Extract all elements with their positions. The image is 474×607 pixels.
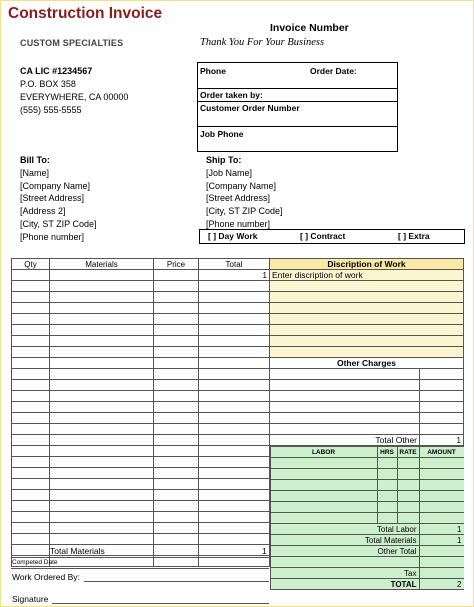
table-row bbox=[12, 435, 270, 446]
rate-cell[interactable] bbox=[397, 513, 419, 524]
table-row bbox=[12, 402, 270, 413]
table-row bbox=[270, 447, 464, 458]
materials-cell[interactable] bbox=[50, 490, 154, 501]
table-row bbox=[270, 358, 464, 369]
work-row bbox=[270, 270, 464, 281]
ship-to-city[interactable]: [City, ST ZIP Code] bbox=[206, 206, 283, 217]
total-header: Total bbox=[199, 259, 270, 270]
table-row bbox=[12, 314, 270, 325]
price-cell[interactable] bbox=[154, 424, 199, 435]
total-cell[interactable] bbox=[199, 303, 270, 314]
total-cell[interactable] bbox=[199, 281, 270, 292]
table-row bbox=[12, 490, 270, 501]
price-cell[interactable] bbox=[154, 457, 199, 468]
qty-cell[interactable] bbox=[12, 358, 50, 369]
total-cell[interactable] bbox=[199, 523, 270, 534]
qty-cell[interactable] bbox=[12, 303, 50, 314]
total-cell[interactable] bbox=[199, 490, 270, 501]
thank-you-note: Thank You For Your Business bbox=[200, 37, 325, 48]
price-cell[interactable] bbox=[154, 402, 199, 413]
materials-cell[interactable] bbox=[50, 270, 154, 281]
total-cell[interactable] bbox=[199, 358, 270, 369]
total-cell[interactable] bbox=[199, 545, 270, 556]
rate-cell[interactable] bbox=[397, 458, 419, 469]
table-row bbox=[270, 435, 464, 446]
other-charge-desc[interactable] bbox=[270, 380, 420, 391]
ship-to-phone[interactable]: [Phone number] bbox=[206, 218, 271, 229]
work-description-line[interactable] bbox=[270, 281, 464, 292]
materials-cell[interactable] bbox=[50, 446, 154, 457]
materials-cell[interactable] bbox=[50, 380, 154, 391]
table-row bbox=[12, 501, 270, 512]
contractor-phone: (555) 555-5555 bbox=[20, 105, 82, 115]
materials-header: Materials bbox=[50, 259, 154, 270]
labor-cell[interactable] bbox=[270, 513, 377, 524]
total-cell[interactable] bbox=[199, 314, 270, 325]
hrs-cell[interactable] bbox=[377, 502, 397, 513]
table-row bbox=[12, 325, 270, 336]
other-charges-header: Other Charges bbox=[270, 358, 464, 369]
signature-label: Signature bbox=[12, 594, 49, 604]
qty-cell[interactable] bbox=[12, 435, 50, 446]
other-charge-amount[interactable] bbox=[420, 402, 464, 413]
total-cell[interactable] bbox=[199, 292, 270, 303]
other-charge-desc[interactable] bbox=[270, 402, 420, 413]
materials-cell[interactable] bbox=[50, 358, 154, 369]
table-row bbox=[270, 369, 464, 380]
ship-to-street[interactable]: [Street Address] bbox=[206, 193, 271, 204]
table-row bbox=[270, 281, 464, 292]
table-row bbox=[270, 469, 464, 480]
table-row bbox=[12, 281, 270, 292]
table-row bbox=[12, 347, 270, 358]
work-description-line[interactable] bbox=[270, 325, 464, 336]
table-row bbox=[270, 325, 464, 336]
price-header: Price bbox=[154, 259, 199, 270]
materials-cell[interactable] bbox=[50, 292, 154, 303]
bill-to-label: Bill To: bbox=[20, 155, 50, 165]
qty-header: Qty bbox=[12, 259, 50, 270]
work-description-line[interactable] bbox=[270, 336, 464, 347]
labor-cell[interactable] bbox=[270, 502, 377, 513]
labor-cell[interactable] bbox=[270, 491, 377, 502]
qty-cell[interactable] bbox=[12, 413, 50, 424]
table-row bbox=[270, 524, 464, 535]
table-row bbox=[12, 369, 270, 380]
qty-cell[interactable] bbox=[12, 424, 50, 435]
materials-cell[interactable] bbox=[50, 402, 154, 413]
invoice-number-label: Invoice Number bbox=[270, 22, 349, 34]
hrs-cell[interactable] bbox=[377, 491, 397, 502]
table-row bbox=[12, 523, 270, 534]
day-work-checkbox[interactable]: [ ] Day Work bbox=[208, 231, 258, 241]
table-row bbox=[12, 413, 270, 424]
table-row bbox=[270, 391, 464, 402]
order-info-box bbox=[197, 62, 398, 152]
contract-checkbox[interactable]: [ ] Contract bbox=[300, 231, 346, 241]
amount-cell[interactable] bbox=[419, 502, 464, 513]
table-row bbox=[270, 557, 464, 568]
bill-to-street[interactable]: [Street Address] bbox=[20, 193, 85, 204]
price-cell[interactable] bbox=[154, 281, 199, 292]
table-row bbox=[270, 568, 464, 579]
materials-cell[interactable] bbox=[50, 468, 154, 479]
total-labor-value: 1 bbox=[419, 524, 464, 535]
amount-cell[interactable] bbox=[419, 480, 464, 491]
rate-cell[interactable] bbox=[397, 480, 419, 491]
company-name: CUSTOM SPECIALTIES bbox=[20, 38, 124, 48]
total-cell[interactable] bbox=[199, 325, 270, 336]
materials-cell[interactable] bbox=[50, 325, 154, 336]
bill-to-name[interactable]: [Name] bbox=[20, 167, 50, 178]
table-row bbox=[12, 457, 270, 468]
total-value: 2 bbox=[419, 579, 464, 590]
table-row bbox=[270, 347, 464, 358]
customer-order-number-label: Customer Order Number bbox=[200, 103, 300, 113]
rate-header: RATE bbox=[397, 447, 419, 458]
materials-cell[interactable] bbox=[50, 501, 154, 512]
total-cell[interactable] bbox=[199, 380, 270, 391]
price-cell[interactable] bbox=[154, 534, 199, 545]
table-row bbox=[12, 303, 270, 314]
price-cell[interactable] bbox=[154, 325, 199, 336]
other-charge-desc[interactable] bbox=[270, 369, 420, 380]
price-cell[interactable] bbox=[154, 435, 199, 446]
table-row bbox=[270, 546, 464, 557]
work-description-table bbox=[269, 258, 464, 590]
other-total-value[interactable] bbox=[419, 546, 464, 557]
materials-cell[interactable] bbox=[50, 457, 154, 468]
table-row bbox=[270, 336, 464, 347]
total-cell[interactable] bbox=[199, 512, 270, 523]
materials-cell[interactable] bbox=[50, 534, 154, 545]
bill-to-phone[interactable]: [Phone number] bbox=[20, 231, 85, 242]
total-labor-label: Total Labor bbox=[270, 524, 419, 535]
qty-cell[interactable] bbox=[12, 270, 50, 281]
ship-to-company[interactable]: [Company Name] bbox=[206, 180, 277, 191]
total-materials-summary-label: Total Materials bbox=[270, 535, 419, 546]
hrs-cell[interactable] bbox=[377, 458, 397, 469]
materials-cell[interactable] bbox=[50, 369, 154, 380]
total-cell[interactable] bbox=[199, 468, 270, 479]
work-description-line[interactable] bbox=[270, 347, 464, 358]
table-row bbox=[270, 502, 464, 513]
qty-cell[interactable] bbox=[12, 347, 50, 358]
table-row bbox=[270, 402, 464, 413]
divider bbox=[11, 568, 269, 569]
materials-cell[interactable] bbox=[50, 435, 154, 446]
price-cell[interactable] bbox=[154, 270, 199, 281]
qty-cell[interactable] bbox=[12, 391, 50, 402]
invoice-title: Construction Invoice bbox=[8, 5, 163, 22]
divider bbox=[198, 88, 397, 89]
materials-header-row bbox=[12, 259, 270, 270]
qty-cell[interactable] bbox=[12, 523, 50, 534]
work-ordered-by-label: Work Ordered By: bbox=[12, 572, 80, 582]
price-cell[interactable] bbox=[154, 336, 199, 347]
price-cell[interactable] bbox=[154, 512, 199, 523]
hrs-cell[interactable] bbox=[377, 480, 397, 491]
work-type-box bbox=[199, 229, 465, 244]
total-cell[interactable] bbox=[199, 391, 270, 402]
price-cell[interactable] bbox=[154, 479, 199, 490]
total-cell[interactable] bbox=[199, 424, 270, 435]
materials-cell[interactable] bbox=[50, 424, 154, 435]
price-cell[interactable] bbox=[154, 523, 199, 534]
blank-cell bbox=[270, 557, 419, 568]
price-cell[interactable] bbox=[154, 446, 199, 457]
table-row bbox=[270, 480, 464, 491]
table-row bbox=[270, 303, 464, 314]
labor-table bbox=[270, 446, 464, 590]
ship-to-label: Ship To: bbox=[206, 155, 242, 165]
qty-cell[interactable] bbox=[12, 468, 50, 479]
price-cell[interactable] bbox=[154, 314, 199, 325]
po-box: P.O. BOX 358 bbox=[20, 79, 76, 89]
amount-cell[interactable] bbox=[419, 491, 464, 502]
total-other-label: Total Other bbox=[270, 435, 420, 446]
total-cell[interactable] bbox=[199, 435, 270, 446]
qty-cell[interactable] bbox=[12, 490, 50, 501]
materials-cell[interactable] bbox=[50, 479, 154, 490]
materials-cell[interactable] bbox=[50, 512, 154, 523]
price-cell[interactable] bbox=[154, 369, 199, 380]
total-cell[interactable] bbox=[199, 446, 270, 457]
price-cell[interactable] bbox=[154, 391, 199, 402]
price-cell[interactable] bbox=[154, 292, 199, 303]
labor-cell[interactable] bbox=[270, 480, 377, 491]
qty-cell[interactable] bbox=[12, 501, 50, 512]
table-row bbox=[270, 424, 464, 435]
table-row bbox=[270, 314, 464, 325]
qty-cell[interactable] bbox=[12, 479, 50, 490]
total-materials-summary-value: 1 bbox=[419, 535, 464, 546]
total-cell: 1 bbox=[199, 270, 270, 281]
labor-cell[interactable] bbox=[270, 458, 377, 469]
qty-cell[interactable] bbox=[12, 457, 50, 468]
materials-cell[interactable] bbox=[50, 303, 154, 314]
job-phone-label: Job Phone bbox=[200, 129, 244, 139]
table-row bbox=[12, 336, 270, 347]
bill-to-address2[interactable]: [Address 2] bbox=[20, 206, 66, 217]
tax-value[interactable] bbox=[419, 568, 464, 579]
rate-cell[interactable] bbox=[397, 491, 419, 502]
signature-line[interactable] bbox=[52, 603, 269, 604]
qty-cell[interactable] bbox=[12, 545, 50, 556]
table-row bbox=[270, 292, 464, 303]
total-cell[interactable] bbox=[199, 501, 270, 512]
other-charge-amount[interactable] bbox=[420, 380, 464, 391]
hrs-cell[interactable] bbox=[377, 513, 397, 524]
table-row bbox=[270, 491, 464, 502]
total-other-value: 1 bbox=[420, 435, 464, 446]
amount-header: AMOUNT bbox=[419, 447, 464, 458]
total-materials-label: Total Materials bbox=[50, 546, 105, 556]
ship-to-job-name[interactable]: [Job Name] bbox=[206, 167, 253, 178]
ship-to-block bbox=[206, 154, 283, 231]
work-header-row bbox=[270, 259, 464, 270]
price-cell[interactable] bbox=[154, 358, 199, 369]
bill-to-city[interactable]: [City, ST ZIP Code] bbox=[20, 218, 97, 229]
work-ordered-by-line[interactable] bbox=[84, 581, 269, 582]
other-charge-amount[interactable] bbox=[420, 369, 464, 380]
table-row bbox=[12, 424, 270, 435]
price-cell[interactable] bbox=[154, 413, 199, 424]
total-cell[interactable] bbox=[199, 347, 270, 358]
other-charge-desc[interactable] bbox=[270, 391, 420, 402]
qty-cell[interactable] bbox=[12, 336, 50, 347]
qty-cell[interactable] bbox=[12, 325, 50, 336]
other-charge-amount[interactable] bbox=[420, 424, 464, 435]
price-cell[interactable] bbox=[154, 303, 199, 314]
total-label: TOTAL bbox=[270, 579, 419, 590]
qty-cell[interactable] bbox=[12, 292, 50, 303]
table-row bbox=[270, 413, 464, 424]
description-of-work-header: Discription of Work bbox=[270, 259, 464, 270]
table-row bbox=[12, 391, 270, 402]
other-total-label: Other Total bbox=[270, 546, 419, 557]
table-row bbox=[12, 468, 270, 479]
total-cell[interactable] bbox=[199, 534, 270, 545]
price-cell[interactable] bbox=[154, 347, 199, 358]
materials-cell[interactable] bbox=[50, 281, 154, 292]
price-cell[interactable] bbox=[154, 468, 199, 479]
phone-label: Phone bbox=[200, 66, 226, 76]
order-date-label: Order Date: bbox=[310, 66, 357, 76]
divider bbox=[198, 126, 397, 127]
table-row bbox=[270, 458, 464, 469]
other-charge-amount[interactable] bbox=[420, 391, 464, 402]
table-row bbox=[12, 270, 270, 281]
qty-cell[interactable] bbox=[12, 314, 50, 325]
table-row bbox=[270, 513, 464, 524]
price-cell[interactable] bbox=[154, 501, 199, 512]
total-cell[interactable] bbox=[199, 336, 270, 347]
rate-cell[interactable] bbox=[397, 469, 419, 480]
table-row bbox=[270, 579, 464, 590]
qty-cell[interactable] bbox=[12, 281, 50, 292]
table-row bbox=[12, 512, 270, 523]
labor-header: LABOR bbox=[270, 447, 377, 458]
price-cell[interactable] bbox=[154, 545, 199, 556]
blank-cell bbox=[419, 557, 464, 568]
hrs-header: HRS bbox=[377, 447, 397, 458]
qty-cell[interactable] bbox=[12, 512, 50, 523]
total-cell[interactable] bbox=[199, 369, 270, 380]
total-cell[interactable] bbox=[199, 402, 270, 413]
divider bbox=[11, 557, 269, 558]
materials-cell[interactable] bbox=[50, 347, 154, 358]
contractor-city: EVERYWHERE, CA 00000 bbox=[20, 92, 129, 102]
total-materials-value: 1 bbox=[262, 546, 267, 556]
materials-cell[interactable] bbox=[50, 391, 154, 402]
table-row bbox=[12, 292, 270, 303]
qty-cell[interactable] bbox=[12, 380, 50, 391]
extra-checkbox[interactable]: [ ] Extra bbox=[398, 231, 430, 241]
other-charge-amount[interactable] bbox=[420, 413, 464, 424]
tax-label: Tax bbox=[270, 568, 419, 579]
table-row bbox=[270, 380, 464, 391]
qty-cell[interactable] bbox=[12, 369, 50, 380]
order-taken-by-label: Order taken by: bbox=[200, 90, 263, 100]
rate-cell[interactable] bbox=[397, 502, 419, 513]
other-charge-desc[interactable] bbox=[270, 413, 420, 424]
divider bbox=[198, 101, 397, 102]
bill-to-company[interactable]: [Company Name] bbox=[20, 180, 91, 191]
table-row bbox=[12, 358, 270, 369]
table-row bbox=[12, 446, 270, 457]
table-row bbox=[12, 479, 270, 490]
labor-cell[interactable] bbox=[270, 469, 377, 480]
amount-cell[interactable] bbox=[419, 469, 464, 480]
materials-cell[interactable] bbox=[50, 413, 154, 424]
materials-cell[interactable] bbox=[50, 314, 154, 325]
total-cell[interactable] bbox=[199, 413, 270, 424]
hrs-cell[interactable] bbox=[377, 469, 397, 480]
license-number: CA LIC #1234567 bbox=[20, 66, 93, 76]
amount-cell[interactable] bbox=[419, 513, 464, 524]
materials-cell[interactable] bbox=[50, 523, 154, 534]
bill-to-block bbox=[20, 154, 97, 244]
materials-table bbox=[11, 258, 270, 567]
work-description-line[interactable] bbox=[270, 303, 464, 314]
work-description-line[interactable] bbox=[270, 314, 464, 325]
price-cell[interactable] bbox=[154, 490, 199, 501]
materials-cell[interactable] bbox=[50, 336, 154, 347]
qty-cell[interactable] bbox=[12, 534, 50, 545]
work-description-line[interactable] bbox=[270, 292, 464, 303]
qty-cell[interactable] bbox=[12, 446, 50, 457]
completed-date-label: Competed Date bbox=[12, 559, 58, 566]
table-row bbox=[12, 380, 270, 391]
total-cell[interactable] bbox=[199, 457, 270, 468]
other-charge-desc[interactable] bbox=[270, 424, 420, 435]
table-row bbox=[270, 535, 464, 546]
work-description-input[interactable]: Enter discription of work bbox=[270, 270, 464, 281]
total-cell[interactable] bbox=[199, 479, 270, 490]
table-row bbox=[12, 534, 270, 545]
labor-section bbox=[270, 446, 464, 591]
labor-container bbox=[270, 446, 464, 591]
qty-cell[interactable] bbox=[12, 402, 50, 413]
amount-cell[interactable] bbox=[419, 458, 464, 469]
price-cell[interactable] bbox=[154, 380, 199, 391]
